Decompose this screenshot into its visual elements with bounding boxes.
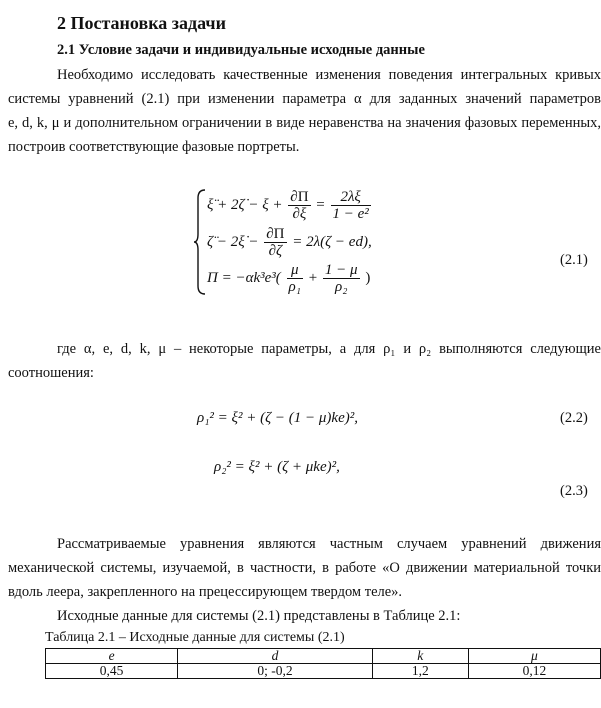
eq1-rhs: [331, 189, 371, 222]
eq2-derivative: [264, 226, 286, 259]
eq2-dnum: ∂Π: [266, 226, 285, 242]
context-line-2: механической системы, изучаемой, в частности, в работе «О движении материальной точки: [8, 560, 601, 576]
intro-line-1: Необходимо исследовать качественные изменения поведения интегральных кривых: [57, 67, 601, 83]
where-line-2: соотношения:: [8, 365, 94, 381]
section-heading: 2 Постановка задачи: [57, 13, 226, 33]
intro-line-3: e, d, k, μ и дополнительном ограничении в виде неравенства на значения фазовых переменных,: [8, 115, 601, 131]
equation-number-2-1: (2.1): [560, 252, 588, 268]
table-header-row: [46, 649, 601, 664]
eq3-f1den: ρ₁: [288, 279, 301, 295]
system-eq-1: [207, 189, 373, 222]
eq2-left: ζ̈ − 2ξ̇ −: [207, 233, 259, 250]
intro-line-4: построив соответствующие фазовые портреты.: [8, 139, 300, 155]
cell-e: 0,45: [46, 664, 178, 679]
system-brace: [193, 188, 207, 296]
header-e: e: [46, 649, 178, 664]
eq1-equals: =: [316, 196, 325, 213]
equation-number-2-3: (2.3): [560, 483, 588, 499]
cell-k: 1,2: [372, 664, 468, 679]
cell-d: 0; -0,2: [178, 664, 373, 679]
equation-2-3: ρ₂² = ξ² + (ζ + μke)²,: [214, 459, 340, 475]
header-k: k: [372, 649, 468, 664]
eq1-left: ξ̈ + 2ζ̇ − ξ +: [207, 196, 283, 213]
where-line-1: где α, e, d, k, μ – некоторые параметры, а для ρ₁ и ρ₂ выполняются следующие: [57, 341, 601, 357]
input-data-table: [45, 648, 601, 679]
eq3-close: ): [365, 269, 371, 286]
table-intro: Исходные данные для системы (2.1) представлены в Таблице 2.1:: [57, 608, 461, 624]
header-d: d: [178, 649, 373, 664]
table-row: [46, 664, 601, 679]
eq3-frac-2: [323, 262, 360, 295]
eq3-f2den: ρ₂: [335, 279, 348, 295]
cell-mu: 0,12: [468, 664, 600, 679]
table-caption: Таблица 2.1 – Исходные данные для системы (2.1): [45, 630, 345, 645]
eq1-rden: 1 − e²: [332, 206, 369, 222]
eq1-dnum: ∂Π: [290, 189, 309, 205]
context-line-1: Рассматриваемые уравнения являются частным случаем уравнений движения: [57, 536, 601, 552]
subsection-heading: 2.1 Условие задачи и индивидуальные исходные данные: [57, 42, 425, 58]
eq2-dden: ∂ζ: [268, 243, 283, 259]
eq3-frac-1: [287, 262, 303, 295]
system-eq-2: [207, 226, 372, 259]
system-eq-3: [207, 262, 370, 295]
intro-line-2: системы уравнений (2.1) при изменении параметра α для заданных значений параметров: [8, 91, 601, 107]
eq1-rnum: 2λξ: [331, 189, 371, 206]
equation-number-2-2: (2.2): [560, 410, 588, 426]
eq1-derivative: [288, 189, 310, 222]
eq3-plus: +: [308, 269, 318, 286]
eq1-dden: ∂ξ: [292, 206, 307, 222]
header-mu: μ: [468, 649, 600, 664]
eq3-left: Π = −αk³e³(: [207, 269, 281, 286]
context-line-3: вдоль леера, закрепленного на прецессирующем твердом теле».: [8, 584, 403, 600]
eq2-right: = 2λ(ζ − ed),: [292, 233, 372, 250]
eq3-f2num: 1 − μ: [324, 262, 358, 278]
eq3-f1num: μ: [287, 262, 303, 279]
equation-2-2: ρ₁² = ξ² + (ζ − (1 − μ)ke)²,: [197, 410, 358, 426]
